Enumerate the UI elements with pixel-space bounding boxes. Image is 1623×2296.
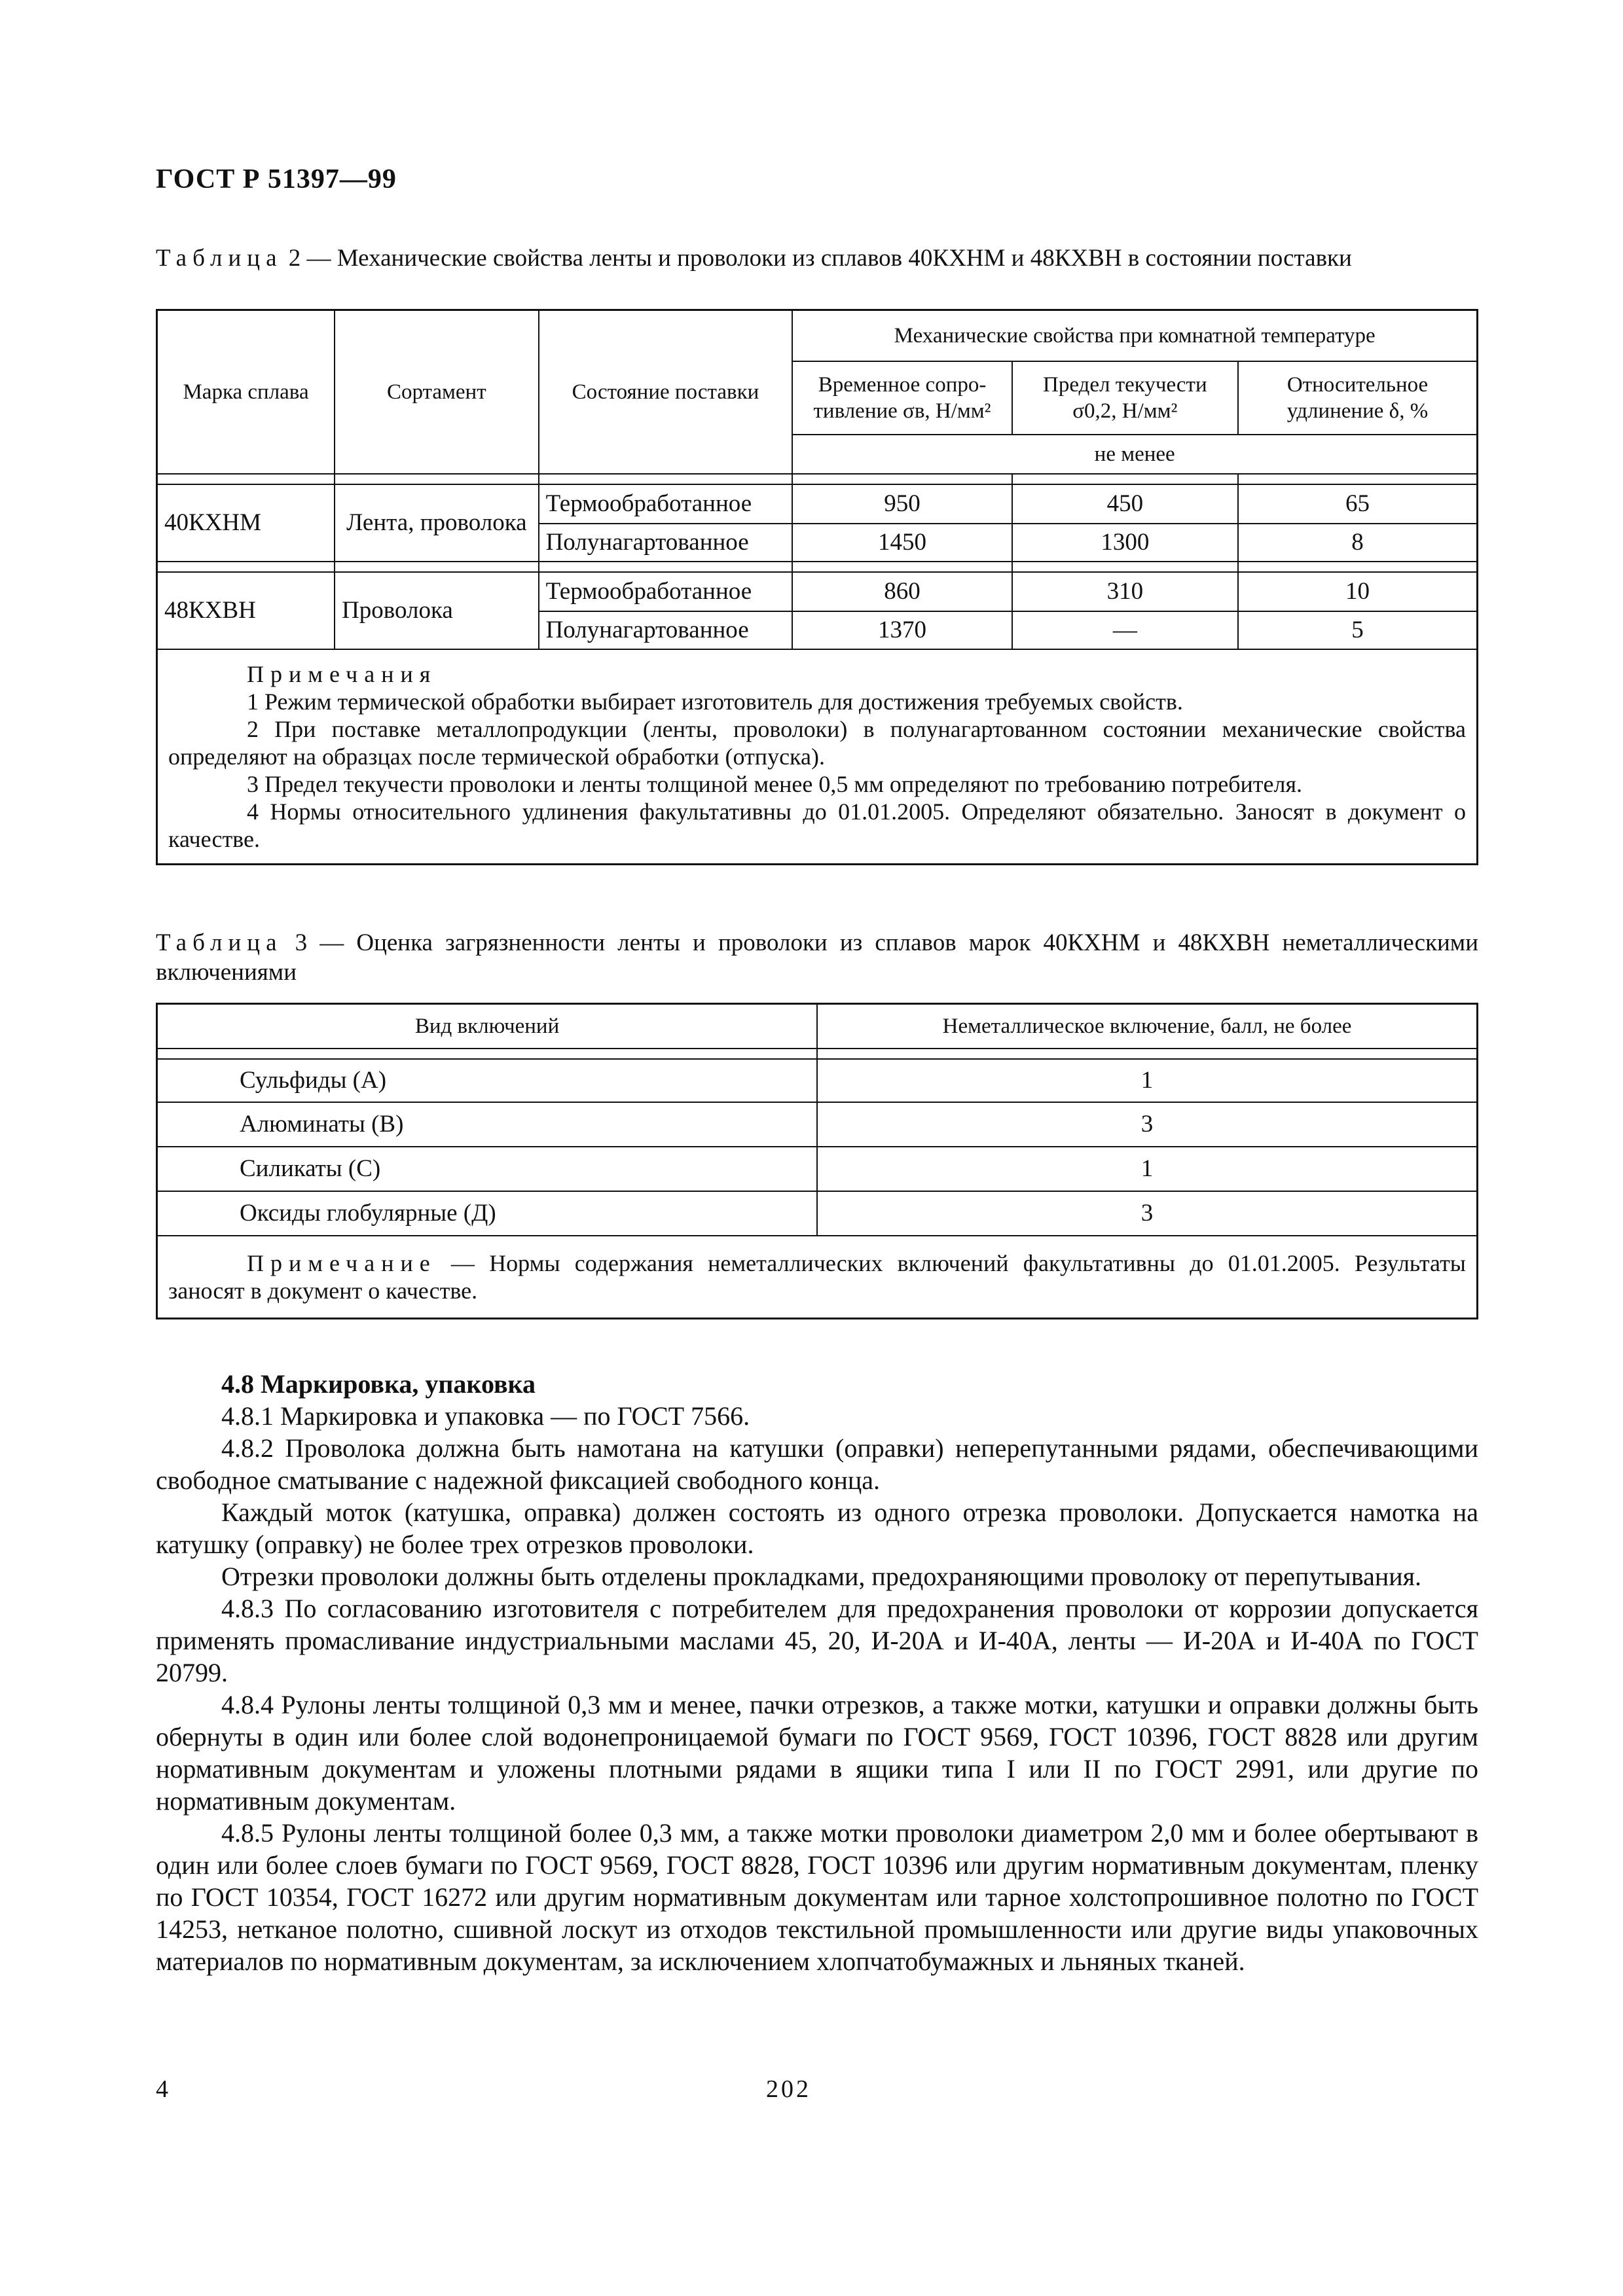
table2-header-yield: Предел текучести σ0,2, Н/мм² (1012, 361, 1238, 435)
table3-score: 1 (817, 1147, 1477, 1191)
table3-note-text: — Нормы содержания неметаллических включений факультативны до 01.01.2005. Результаты заносят в документ о качестве. (168, 1249, 1466, 1304)
table2-note: 2 При поставке металлопродукции (ленты, проволоки) в полунагартованном состоянии механические свойства определяют на образцах после термической обработки (отпуска). (168, 715, 1466, 770)
table3-note-word: Примечание (247, 1249, 437, 1276)
table2-note: 3 Предел текучести проволоки и ленты толщиной менее 0,5 мм определяют по требованию потребителя. (247, 770, 1303, 797)
table2-note: 4 Нормы относительного удлинения факультативны до 01.01.2005. Определяют обязательно. Заносят в документ о качестве. (168, 798, 1466, 852)
table2-state: Термообработанное (539, 484, 793, 524)
table2-grade: 40КХНМ (157, 484, 335, 562)
table3 (156, 1003, 1478, 1319)
table2-elongation: 65 (1238, 484, 1478, 524)
sheet-number: 202 (766, 2075, 811, 2103)
table2-yield: 310 (1012, 572, 1238, 611)
table2-state: Термообработанное (539, 572, 793, 611)
table3-kind: Алюминаты (В) (157, 1102, 818, 1147)
table2-header-tensile: Временное сопро-тивление σв, Н/мм² (792, 361, 1012, 435)
section-paragraph: 4.8.4 Рулоны ленты толщиной 0,3 мм и менее, пачки отрезков, а также мотки, катушки и оправки должны быть обернуты в один или более слой водонепроницаемой бумаги по ГОСТ 9569, ГОСТ 10396, ГОСТ 8828 или другим нормативным документам и уложены плотными рядами в ящики типа I или II по ГОСТ 2991, или другие по нормативным документам. (156, 1690, 1478, 1816)
table3-score: 3 (817, 1191, 1477, 1236)
table3-caption-word: Таблица (156, 929, 283, 956)
table2-state: Полунагартованное (539, 524, 793, 562)
section-paragraph: 4.8.2 Проволока должна быть намотана на катушки (оправки) неперепутанными рядами, обеспечивающими свободное сматывание с надежной фиксацией свободного конца. (156, 1433, 1478, 1495)
table2-elongation: 5 (1238, 611, 1478, 649)
table2-row (157, 572, 1478, 611)
table2-notes-title: Примечания (247, 660, 437, 687)
table2-yield: 1300 (1012, 524, 1238, 562)
table2-product: Лента, проволока (335, 484, 539, 562)
table2-header-state: Состояние поставки (539, 310, 793, 474)
section-heading: 4.8 Маркировка, упаковка (221, 1369, 536, 1399)
table2-header-grade: Марка сплава (157, 310, 335, 474)
table3-kind: Оксиды глобулярные (Д) (157, 1191, 818, 1236)
table2-note: 1 Режим термической обработки выбирает изготовитель для достижения требуемых свойств. (247, 688, 1183, 715)
table3-row (157, 1102, 1478, 1147)
table2-header-not-less: не менее (792, 435, 1477, 474)
table3-caption (156, 928, 1478, 987)
table2 (156, 309, 1478, 865)
section-paragraph: Отрезки проволоки должны быть отделены прокладками, предохраняющими проволоку от перепутывания. (221, 1562, 1422, 1591)
table3-score: 1 (817, 1059, 1477, 1102)
table2-caption (156, 243, 1478, 273)
table2-tensile: 1450 (792, 524, 1012, 562)
section-paragraph: 4.8.5 Рулоны ленты толщиной более 0,3 мм, а также мотки проволоки диаметром 2,0 мм и более обертывают в один или более слоев бумаги по ГОСТ 9569, ГОСТ 8828, ГОСТ 10396 или другим нормативным документам, пленку по ГОСТ 10354, ГОСТ 16272 или другим нормативным документам или тарное холстопрошивное полотно по ГОСТ 14253, нетканое полотно, сшивной лоскут из отходов текстильной промышленности или другие виды упаковочных материалов по нормативным документам, за исключением хлопчатобумажных и льняных тканей. (156, 1818, 1478, 1976)
table3-kind: Силикаты (С) (157, 1147, 818, 1191)
table2-yield: — (1012, 611, 1238, 649)
section-4-8 (156, 1368, 1478, 1977)
table3-score: 3 (817, 1102, 1477, 1147)
table2-header-product: Сортамент (335, 310, 539, 474)
table3-caption-text: 3 — Оценка загрязненности ленты и проволоки из сплавов марок 40КХНМ и 48КХВН неметаллическими включениями (156, 929, 1478, 986)
table2-elongation: 10 (1238, 572, 1478, 611)
table2-yield: 450 (1012, 484, 1238, 524)
table2-state: Полунагартованное (539, 611, 793, 649)
table2-notes (157, 649, 1478, 865)
table3-note (157, 1236, 1478, 1319)
section-paragraph: Каждый моток (катушка, оправка) должен состоять из одного отрезка проволоки. Допускается намотка на катушку (оправку) не более трех отрезков проволоки. (156, 1498, 1478, 1559)
table2-tensile: 950 (792, 484, 1012, 524)
page-number: 4 (156, 2075, 168, 2103)
section-paragraph: 4.8.3 По согласованию изготовителя с потребителем для предохранения проволоки от коррозии допускается применять промасливание индустриальными маслами 45, 20, И-20А и И-40А, ленты — И-20А и И-40А по ГОСТ 20799. (156, 1594, 1478, 1687)
table2-tensile: 860 (792, 572, 1012, 611)
table3-header-kind: Вид включений (157, 1004, 818, 1049)
section-paragraph: 4.8.1 Маркировка и упаковка — по ГОСТ 7566. (221, 1401, 750, 1431)
table2-caption-text: 2 — Механические свойства ленты и проволоки из сплавов 40КХНМ и 48КХВН в состоянии поставки (282, 245, 1352, 272)
table2-elongation: 8 (1238, 524, 1478, 562)
table3-kind: Сульфиды (А) (157, 1059, 818, 1102)
table2-row (157, 484, 1478, 524)
table3-row (157, 1191, 1478, 1236)
table2-tensile: 1370 (792, 611, 1012, 649)
table2-product: Проволока (335, 572, 539, 649)
table2-caption-word: Таблица (156, 245, 283, 272)
table2-header-group: Механические свойства при комнатной температуре (792, 310, 1477, 361)
table3-header-score: Неметаллическое включение, балл, не более (817, 1004, 1477, 1049)
table2-grade: 48КХВН (157, 572, 335, 649)
table2-header-elongation: Относительное удлинение δ, % (1238, 361, 1478, 435)
document-header: ГОСТ Р 51397—99 (156, 164, 397, 194)
table3-row (157, 1147, 1478, 1191)
table3-row (157, 1059, 1478, 1102)
